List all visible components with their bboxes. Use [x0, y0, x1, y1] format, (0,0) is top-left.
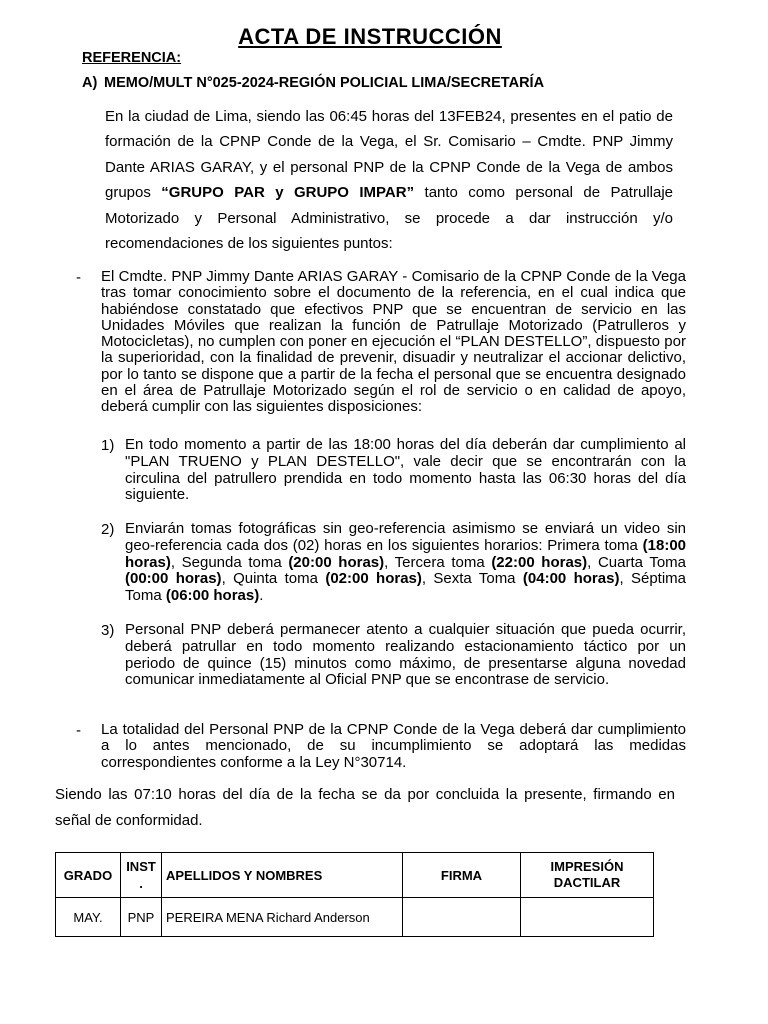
- intro-bold-groups: “GRUPO PAR y GRUPO IMPAR”: [161, 184, 415, 202]
- item-number: 3): [101, 622, 115, 639]
- item-number: 2): [101, 521, 115, 538]
- cell-impresion[interactable]: [521, 898, 654, 937]
- header-nombres: APELLIDOS Y NOMBRES: [162, 853, 403, 898]
- bullet-paragraph-1: El Cmdte. PNP Jimmy Dante ARIAS GARAY - Comisario de la CPNP Conde de la Vega tras tomar conocimiento sobre el documento de la referencia, en el cual indica que habiéndose constatado que efectivos PNP que se encuentran de servicio en las Unidades Móviles que realizan la función de Patrullaje Motorizado (Patrulleros y Motocicletas), no cumplen con poner en ejecución el “PLAN DESTELLO”, dispuesto por la superioridad, con la finalidad de prevenir, disuadir y neutralizar el accionar delictivo, por lo tanto se dispone que a partir de la fecha el personal que se encuentra designado en el área de Patrullaje Motorizado según el rol de servicio o en calidad de apoyo, deberá cumplir con las siguientes disposiciones:: [101, 268, 686, 416]
- disposition-item-3: Personal PNP deberá permanecer atento a cualquier situación que pueda ocurrir, deberá patrullar en todo momento realizando estacionamiento táctico por un periodo de quince (15) minutos como máximo, de presentarse alguna novedad comunicar inmediatamente al Oficial PNP que se encontrase de servicio.: [125, 621, 686, 689]
- closing-paragraph: Siendo las 07:10 horas del día de la fecha se da por concluida la presente, firmando en señal de conformidad.: [55, 786, 675, 829]
- table-row: [56, 898, 654, 937]
- bullet-paragraph-2: La totalidad del Personal PNP de la CPNP Conde de la Vega deberá dar cumplimiento a lo antes mencionado, de su incumplimiento se adoptará las medidas correspondientes conforme a la Ley N°30714.: [101, 721, 686, 771]
- bullet-marker: -: [76, 269, 81, 286]
- disposition-item-2: Enviarán tomas fotográficas sin geo-referencia asimismo se enviará un video sin geo-referencia cada dos (02) horas en los siguientes horarios: Primera toma (18:00 horas), Segunda toma (20:00 horas), Tercera toma (22:00 horas), Cuarta Toma (00:00 horas), Quinta toma (02:00 horas), Sexta Toma (04:00 horas), Séptima Toma (06:00 horas).: [125, 520, 687, 605]
- signature-table: [55, 852, 654, 937]
- header-impresion: IMPRESIÓN DACTILAR: [521, 853, 654, 898]
- header-grado: GRADO: [56, 853, 121, 898]
- header-inst: INST .: [121, 853, 162, 898]
- bullet-marker: -: [76, 722, 81, 739]
- table-header-row: [56, 853, 654, 898]
- disposition-item-1: En todo momento a partir de las 18:00 horas del día deberán dar cumplimiento al "PLAN TRUENO y PLAN DESTELLO", vale decir que se encontrarán con la circulina del patrullero prendida en todo momento hasta las 06:30 horas del día siguiente.: [125, 436, 686, 504]
- header-firma: FIRMA: [403, 853, 521, 898]
- reference-text: MEMO/MULT N°025-2024-REGIÓN POLICIAL LIMA/SECRETARÍA: [104, 75, 545, 91]
- reference-item: [82, 75, 544, 91]
- cell-inst: PNP: [121, 898, 162, 937]
- intro-paragraph: [105, 104, 673, 256]
- item-number: 1): [101, 437, 115, 454]
- cell-nombres: PEREIRA MENA Richard Anderson: [162, 898, 403, 937]
- document-title: ACTA DE INSTRUCCIÓN: [238, 24, 502, 49]
- intro-text-1: En la ciudad de Lima, siendo las 06:45 horas del 13FEB24, presentes en el patio de formación de la CPNP Conde de la Vega, el Sr. Comisario – Cmdte. PNP Jimmy Dante ARIAS GARAY, y el personal PNP de la CPNP Conde de la Vega de ambos grupos: [105, 108, 673, 202]
- reference-letter: A): [82, 75, 98, 91]
- cell-firma[interactable]: [403, 898, 521, 937]
- reference-label: REFERENCIA:: [82, 50, 182, 66]
- cell-grado: MAY.: [56, 898, 121, 937]
- intro-text-2: tanto como personal de Patrullaje Motorizado y Personal Administrativo, se procede a dar instrucción y/o recomendaciones de los siguientes puntos:: [105, 184, 673, 253]
